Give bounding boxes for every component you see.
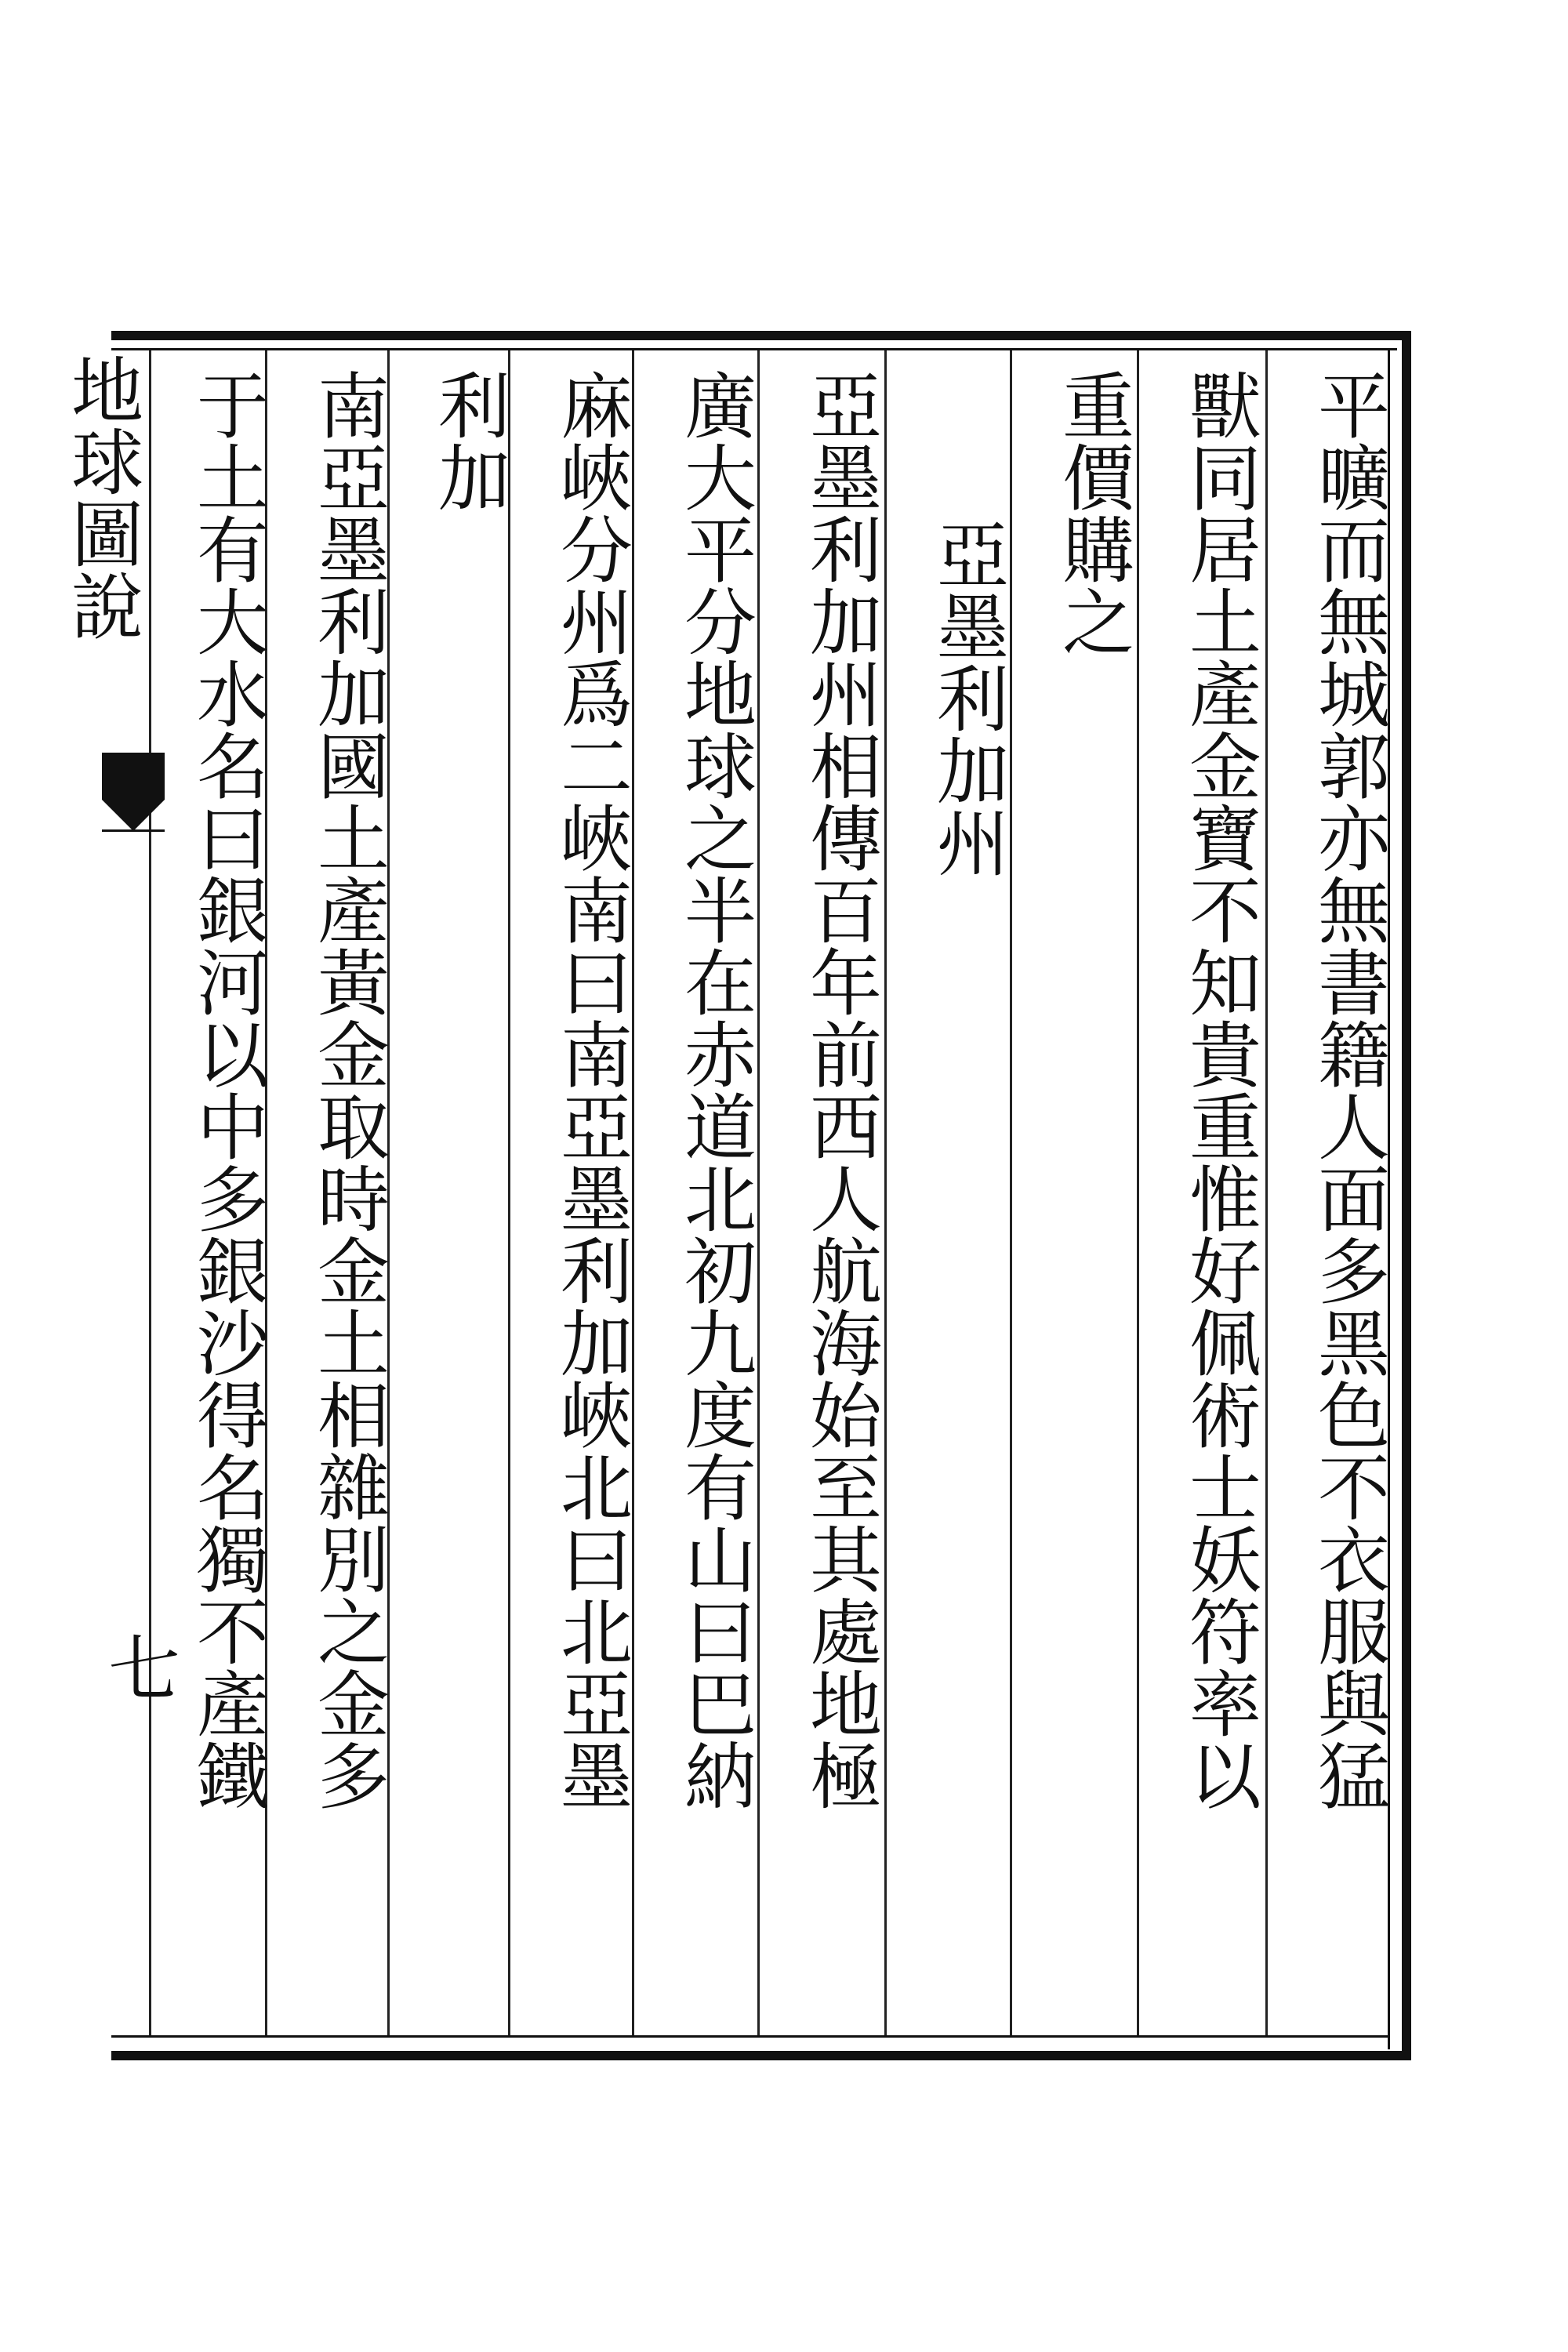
frame-border-right <box>1402 331 1411 2060</box>
text-column-2: 獸同居土產金寶不知貴重惟好佩術士妖符率以 <box>1178 368 1261 1811</box>
frame-border-top-inner <box>111 348 1397 350</box>
fish-tail-rule <box>102 829 165 832</box>
text-column-3: 重價購之 <box>1051 368 1134 657</box>
fish-tail-mark <box>102 753 165 831</box>
text-column-1: 平曠而無城郭亦無書籍人面多黑色不衣服與猛 <box>1306 368 1390 1811</box>
frame-border-top <box>111 331 1411 340</box>
section-heading: 亞墨利加州 <box>925 517 1009 878</box>
text-column-9: 南亞墨利加國土產黃金取時金土相雜別之金多 <box>306 368 390 1811</box>
text-column-5: 亞墨利加州相傳百年前西人航海始至其處地極 <box>798 368 882 1811</box>
frame-border-bottom-inner <box>111 2035 1388 2038</box>
folio-number: 七 <box>96 1631 180 1703</box>
column-rule <box>508 350 510 2035</box>
book-title: 地球圖說 <box>60 353 143 641</box>
text-column-7: 麻峽分州爲二峽南曰南亞墨利加峽北曰北亞墨 <box>549 368 633 1811</box>
text-column-8: 利加 <box>426 368 510 513</box>
frame-border-bottom <box>111 2051 1411 2060</box>
column-rule <box>149 350 151 2035</box>
text-column-10: 于土有大水名曰銀河以中多銀沙得名獨不產鐵 <box>185 368 269 1811</box>
text-column-6: 廣大平分地球之半在赤道北初九度有山曰巴納 <box>673 368 757 1811</box>
